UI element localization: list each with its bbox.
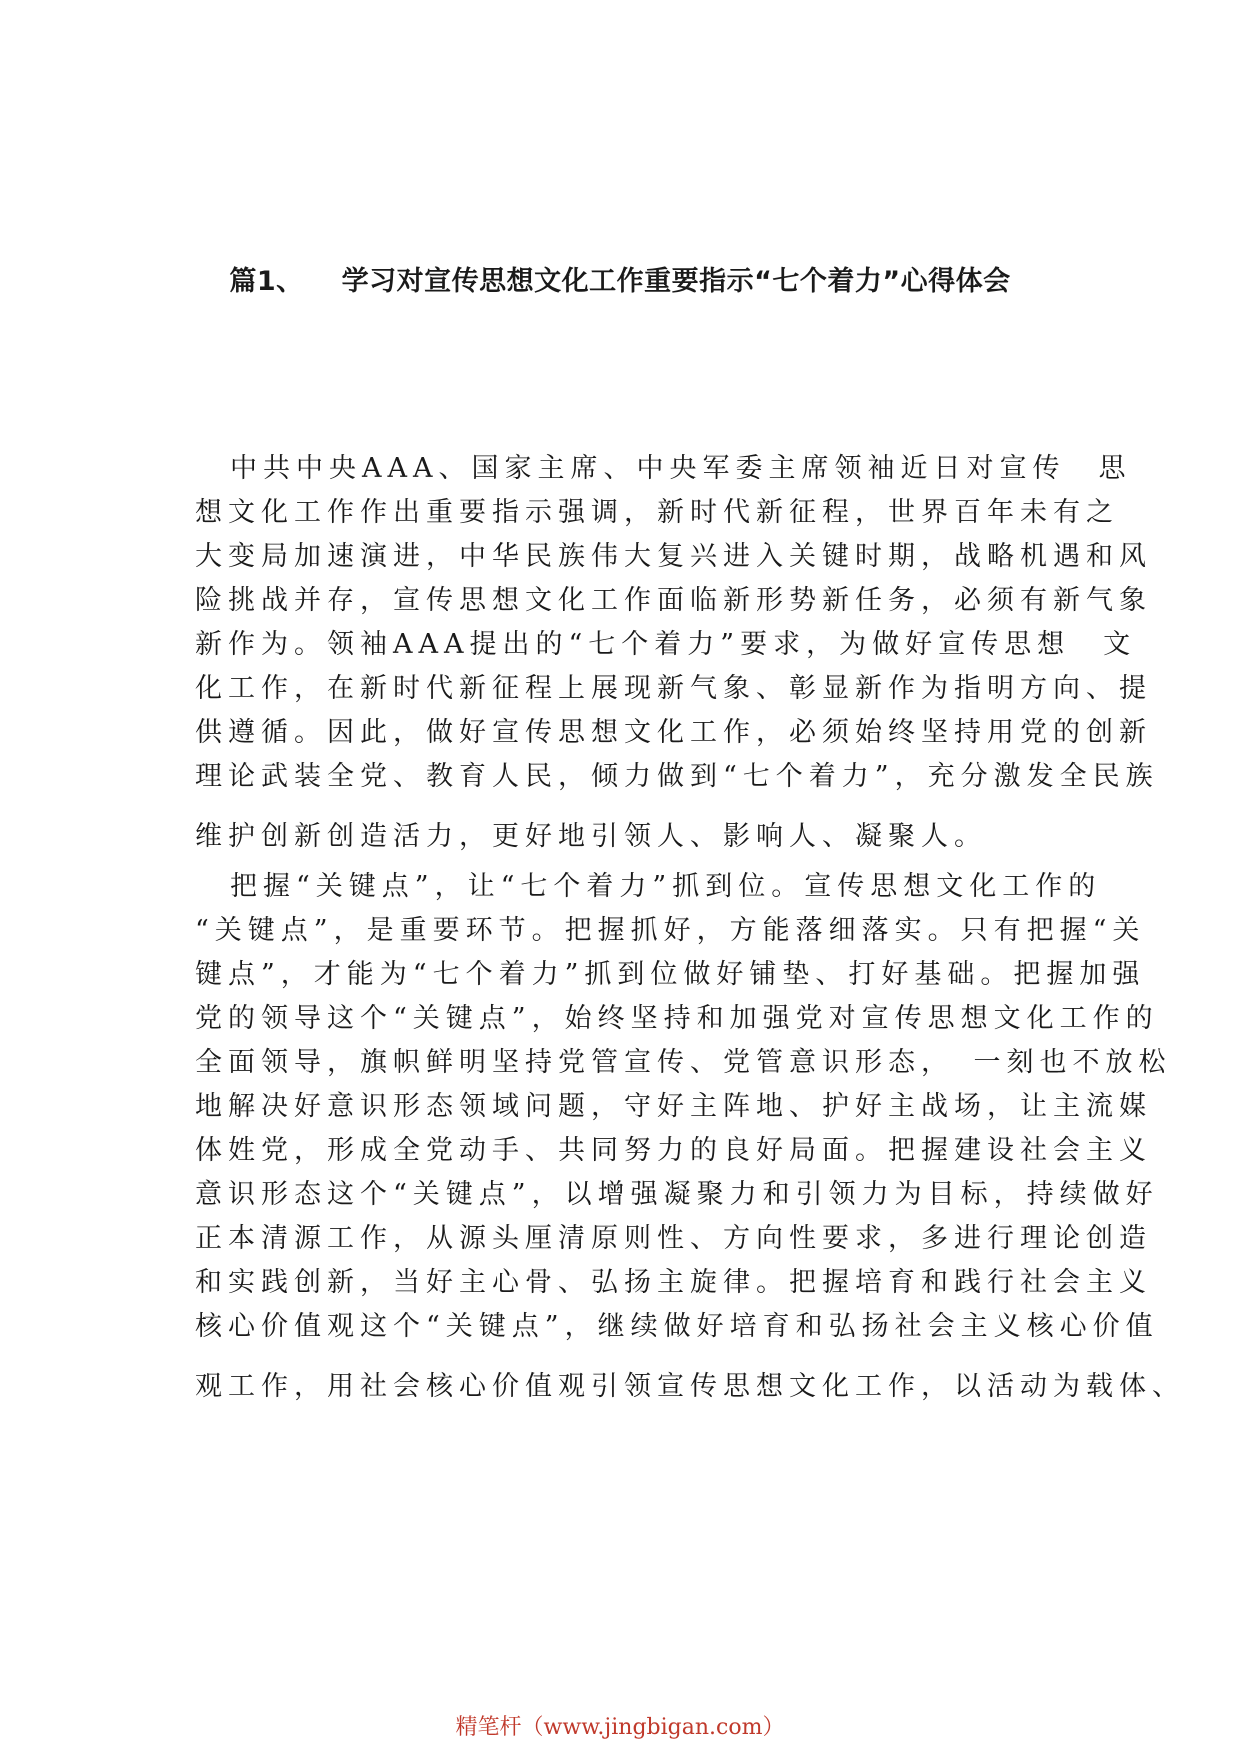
footer-watermark: 精笔杆（www.jingbigan.com）: [455, 1715, 785, 1740]
paragraph-1-line-7: 供遵循。因此，做好宣传思想文化工作，必须始终坚持用党的创新: [195, 717, 1152, 748]
paragraph-2-line-10: 和实践创新，当好主心骨、弘扬主旋律。把握培育和践行社会主义: [195, 1267, 1152, 1298]
paragraph-2-line-12: 观工作，用社会核心价值观引领宣传思想文化工作，以活动为载体、: [195, 1371, 1185, 1402]
paragraph-1-line-8: 理论武装全党、教育人民，倾力做到“七个着力”，充分激发全民族: [195, 761, 1159, 792]
title-text: 学习对宣传思想文化工作重要指示“七个着力”心得体会: [341, 266, 1011, 297]
title-number: 篇1、: [229, 266, 304, 297]
paragraph-2-line-4: 党的领导这个“关键点”，始终坚持和加强党对宣传思想文化工作的: [195, 1003, 1159, 1034]
paragraph-1-line-6: 化工作，在新时代新征程上展现新气象、彰显新作为指明方向、提: [195, 673, 1152, 704]
paragraph-2-line-2: “关键点”，是重要环节。把握抓好，方能落细落实。只有把握“关: [195, 915, 1146, 946]
paragraph-2-line-11: 核心价值观这个“关键点”，继续做好培育和弘扬社会主义核心价值: [195, 1311, 1159, 1342]
paragraph-1-line-1: 中共中央AAA、国家主席、中央军委主席领袖近日对宣传 思: [230, 453, 1132, 484]
paragraph-1-line-4: 险挑战并存，宣传思想文化工作面临新形势新任务，必须有新气象: [195, 585, 1152, 616]
paragraph-2-line-9: 正本清源工作，从源头厘清原则性、方向性要求，多进行理论创造: [195, 1223, 1152, 1254]
paragraph-2-line-7: 体姓党，形成全党动手、共同努力的良好局面。把握建设社会主义: [195, 1135, 1152, 1166]
paragraph-2-line-5: 全面领导，旗帜鲜明坚持党管宣传、党管意识形态， 一刻也不放松: [195, 1047, 1172, 1078]
paragraph-2-line-8: 意识形态这个“关键点”，以增强凝聚力和引领力为目标，持续做好: [195, 1179, 1159, 1210]
paragraph-1-line-2: 想文化工作作出重要指示强调，新时代新征程，世界百年未有之: [195, 497, 1119, 528]
document-title: [0, 259, 1240, 298]
paragraph-1-line-9: 维护创新创造活力，更好地引领人、影响人、凝聚人。: [195, 821, 987, 852]
paragraph-2-line-1: 把握“关键点”，让“七个着力”抓到位。宣传思想文化工作的: [230, 871, 1102, 902]
paragraph-1-line-3: 大变局加速演进，中华民族伟大复兴进入关键时期，战略机遇和风: [195, 541, 1152, 572]
paragraph-1-line-5: 新作为。领袖AAA提出的“七个着力”要求，为做好宣传思想 文: [195, 629, 1137, 660]
paragraph-2-line-6: 地解决好意识形态领域问题，守好主阵地、护好主战场，让主流媒: [195, 1091, 1152, 1122]
paragraph-2-line-3: 键点”，才能为“七个着力”抓到位做好铺垫、打好基础。把握加强: [195, 959, 1146, 990]
